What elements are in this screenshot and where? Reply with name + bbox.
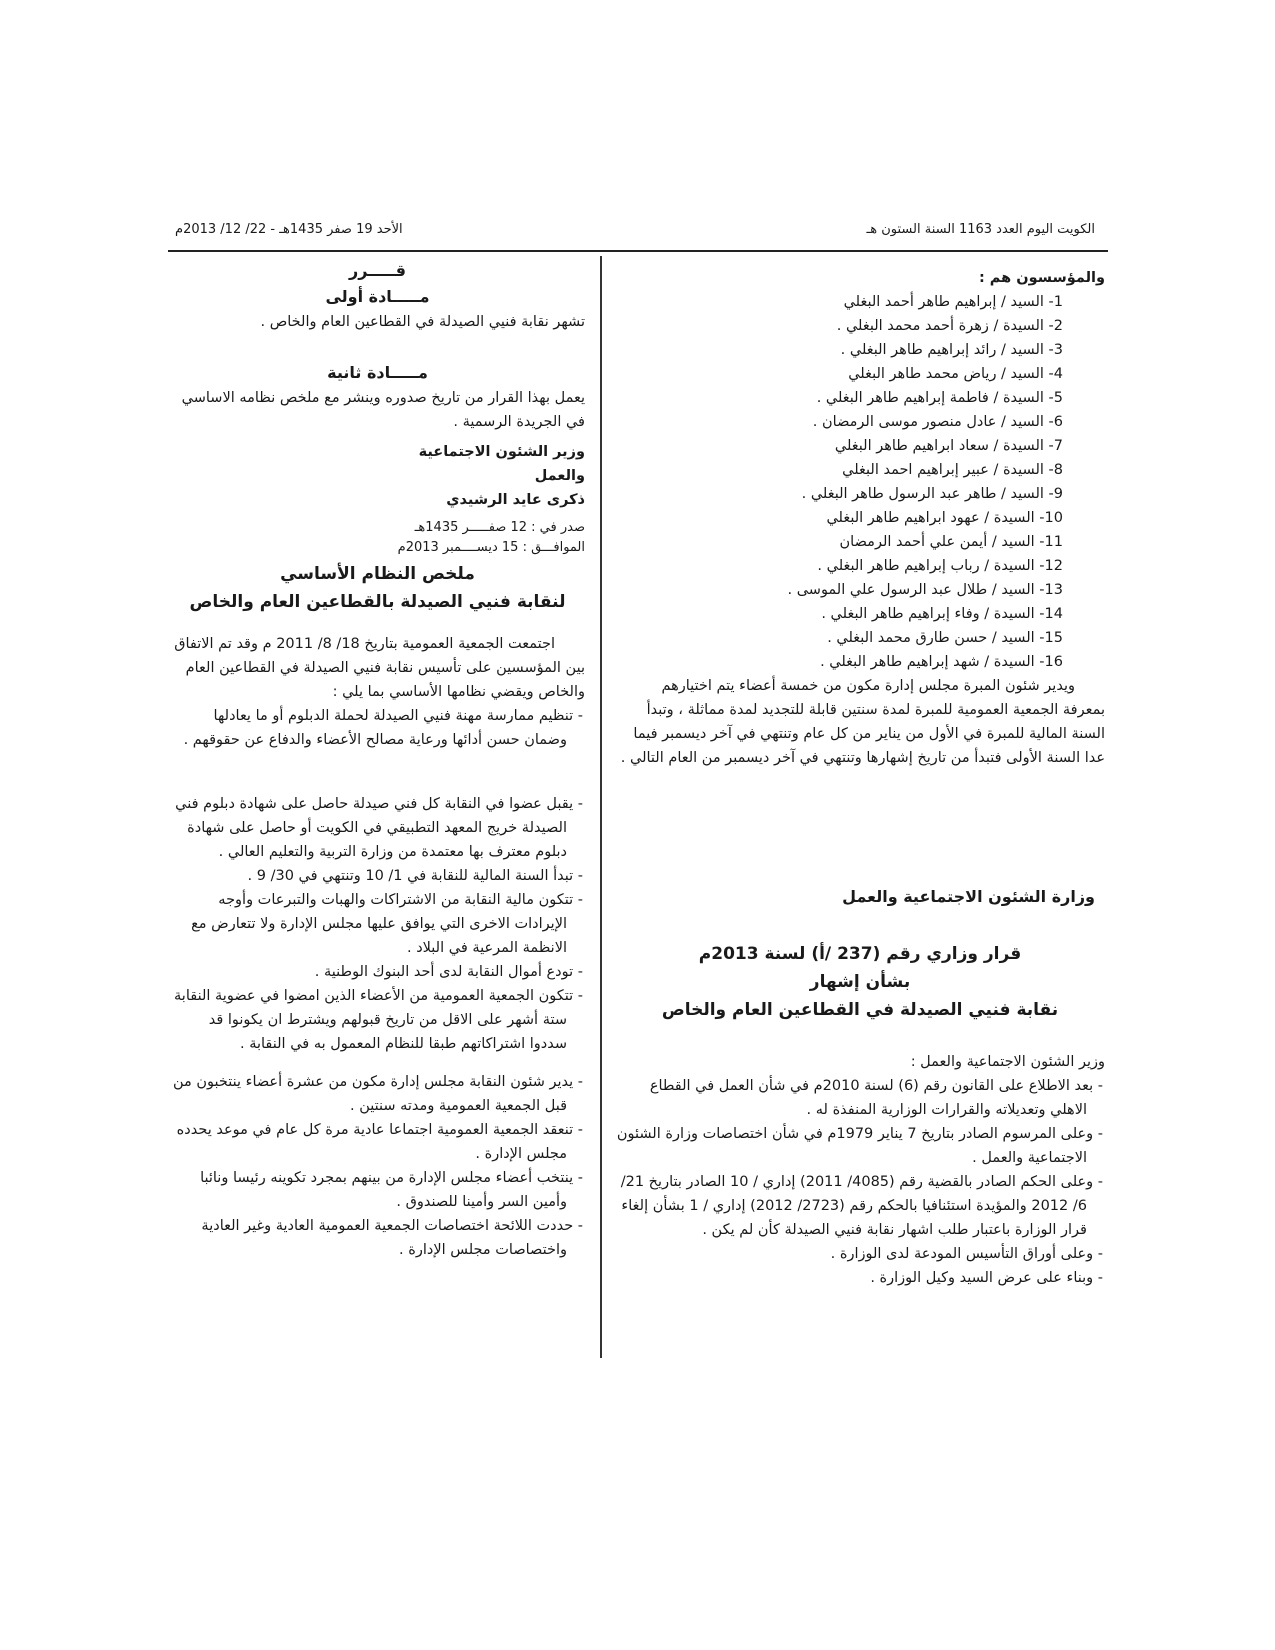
issue-date-gregorian: الموافـــق : 15 ديســــمبر 2013م bbox=[397, 540, 585, 555]
founder-item: 12- السيدة / رباب إبراهيم طاهر البغلي . bbox=[817, 558, 1063, 574]
header-rule bbox=[168, 250, 1108, 252]
founders-intro: والمؤسسون هم : bbox=[978, 270, 1105, 286]
founder-item: 6- السيد / عادل منصور موسى الرمضان . bbox=[812, 414, 1063, 430]
summary-item: - حددت اللائحة اختصاصات الجمعية العمومية العادية وغير العادية واختصاصات مجلس الإدارة . bbox=[201, 1218, 583, 1258]
minister-name: ذكرى عايد الرشيدي bbox=[446, 492, 585, 508]
summary-intro: اجتمعت الجمعية العمومية بتاريخ 18/ 8/ 2011 م وقد تم الاتفاق بين المؤسسين على تأسيس نقابة فنيي الصيدلة في القطاعين العام والخاص ويقضي نظامها الأساسي بما يلي : bbox=[174, 636, 585, 700]
ministerial-decision bbox=[615, 884, 1105, 1290]
decision-title: قرار وزاري رقم (237 /أ) لسنة 2013م bbox=[698, 944, 1022, 964]
decision-articles bbox=[170, 258, 585, 558]
summary-item: - تبدأ السنة المالية للنقابة في 1/ 10 وتنتهي في 30/ 9 . bbox=[247, 868, 583, 884]
summary-objective: - تنظيم ممارسة مهنة فنيي الصيدلة لحملة الدبلوم أو ما يعادلها وضمان حسن أدائها ورعاية مصالح الأعضاء والدفاع عن حقوقهم . bbox=[183, 708, 583, 748]
decision-subject: بشأن إشهار bbox=[809, 972, 911, 992]
header-issue-info: الكويت اليوم العدد 1163 السنة الستون هـ bbox=[866, 222, 1095, 237]
ministry-name: وزارة الشئون الاجتماعية والعمل bbox=[842, 887, 1095, 906]
issue-date-hijri: صدر في : 12 صفـــــر 1435هـ bbox=[414, 520, 585, 535]
summary-item: - ينتخب أعضاء مجلس الإدارة من بينهم بمجرد تكوينه رئيسا ونائبا وأمين السر وأمينا للصندوق . bbox=[200, 1170, 583, 1210]
founders-section bbox=[615, 266, 1105, 770]
founder-item: 16- السيدة / شهد إبراهيم طاهر البغلي . bbox=[820, 654, 1063, 670]
founder-item: 1- السيد / إبراهيم طاهر أحمد البغلي bbox=[843, 294, 1063, 310]
column-divider bbox=[600, 256, 602, 1358]
founder-item: 14- السيدة / وفاء إبراهيم طاهر البغلي . bbox=[821, 606, 1063, 622]
founder-item: 10- السيدة / عهود ابراهيم طاهر البغلي bbox=[826, 510, 1063, 526]
article-2-text: يعمل بهذا القرار من تاريخ صدوره وينشر مع ملخص نظامه الاساسي في الجريدة الرسمية . bbox=[181, 390, 585, 430]
summary-item: - يقبل عضوا في النقابة كل فني صيدلة حاصل على شهادة دبلوم فني الصيدلة خريج المعهد التطبيقي في الكويت أو حاصل على شهادة دبلوم معترف بها معتمدة من وزارة التربية والتعليم العالي . bbox=[175, 796, 583, 860]
founder-item: 5- السيدة / فاطمة إبراهيم طاهر البغلي . bbox=[816, 390, 1063, 406]
founder-item: 2- السيدة / زهرة أحمد محمد البغلي . bbox=[836, 318, 1063, 334]
decides-heading: قـــــرر bbox=[349, 261, 406, 280]
recital-item: - وعلى المرسوم الصادر بتاريخ 7 يناير 1979م في شأن اختصاصات وزارة الشئون الاجتماعية والعمل . bbox=[616, 1126, 1103, 1166]
summary-subtitle: لنقابة فنيي الصيدلة بالقطاعين العام والخاص bbox=[189, 592, 566, 612]
recital-item: - وعلى أوراق التأسيس المودعة لدى الوزارة . bbox=[830, 1246, 1103, 1262]
article-2-title: مـــــادة ثانية bbox=[327, 363, 428, 382]
recital-item: - وعلى الحكم الصادر بالقضية رقم (4085/ 2011) إداري / 10 الصادر بتاريخ 21/ 6/ 2012 والمؤيدة استئنافيا بالحكم رقم (2723/ 2012) إداري / 1 بشأن إلغاء قرار الوزارة باعتبار طلب اشهار نقابة فنيي الصيدلة كأن لم يكن . bbox=[620, 1174, 1103, 1238]
founder-item: 3- السيد / رائد إبراهيم طاهر البغلي . bbox=[840, 342, 1063, 358]
founder-item: 9- السيد / طاهر عبد الرسول طاهر البغلي . bbox=[801, 486, 1063, 502]
summary-item: - تنعقد الجمعية العمومية اجتماعا عادية مرة كل عام في موعد يحدده مجلس الإدارة . bbox=[176, 1122, 583, 1162]
recital-item: - وبناء على عرض السيد وكيل الوزارة . bbox=[870, 1270, 1103, 1286]
minister-title: وزير الشئون الاجتماعية والعمل bbox=[418, 444, 585, 484]
article-1-title: مـــــادة أولى bbox=[325, 287, 430, 306]
founder-item: 13- السيد / طلال عبد الرسول علي الموسى . bbox=[787, 582, 1063, 598]
article-1-text: تشهر نقابة فنيي الصيدلة في القطاعين العام والخاص . bbox=[260, 314, 585, 330]
founder-item: 15- السيد / حسن طارق محمد البغلي . bbox=[827, 630, 1063, 646]
header-date: الأحد 19 صفر 1435هـ - 22/ 12/ 2013م bbox=[175, 222, 403, 237]
founder-item: 7- السيدة / سعاد ابراهيم طاهر البغلي bbox=[834, 438, 1063, 454]
summary-title: ملخص النظام الأساسي bbox=[280, 564, 475, 584]
summary-item: - تتكون الجمعية العمومية من الأعضاء الذين امضوا في عضوية النقابة ستة أشهر على الاقل من تاريخ قبولهم ويشترط ان يكونوا قد سددوا اشتراكاتهم طبقا للنظام المعمول به في النقابة . bbox=[174, 988, 583, 1052]
summary-item: - تتكون مالية النقابة من الاشتراكات والهبات والتبرعات وأوجه الإيرادات الاخرى التي يوافق عليها مجلس الإدارة ولا تتعارض مع الانظمة المرعية في البلاد . bbox=[191, 892, 583, 956]
founders-list bbox=[615, 290, 1105, 674]
founder-item: 8- السيدة / عبير إبراهيم احمد البغلي bbox=[842, 462, 1063, 478]
bylaws-summary bbox=[170, 560, 585, 1262]
board-paragraph: ويدير شئون المبرة مجلس إدارة مكون من خمسة أعضاء يتم اختيارهم بمعرفة الجمعية العمومية للمبرة لمدة سنتين قابلة للتجديد لمدة مماثلة ، وتبدأ السنة المالية للمبرة في الأول من يناير من كل عام وتنتهي في آخر ديسمبر فيما عدا السنة الأولى فتبدأ من تاريخ إشهارها وتنتهي في آخر ديسمبر من العام التالي . bbox=[620, 678, 1105, 766]
minister-intro: وزير الشئون الاجتماعية والعمل : bbox=[910, 1054, 1105, 1070]
founder-item: 11- السيد / أيمن علي أحمد الرمضان bbox=[839, 534, 1063, 550]
recital-item: - بعد الاطلاع على القانون رقم (6) لسنة 2010م في شأن العمل في القطاع الاهلي وتعديلاته والقرارات الوزارية المنفذة له . bbox=[649, 1078, 1103, 1118]
founder-item: 4- السيد / رياض محمد طاهر البغلي bbox=[848, 366, 1063, 382]
summary-item: - يدير شئون النقابة مجلس إدارة مكون من عشرة أعضاء ينتخبون من قبل الجمعية العمومية ومدته سنتين . bbox=[172, 1074, 583, 1114]
decision-union-name: نقابة فنيي الصيدلة في القطاعين العام والخاص bbox=[661, 1000, 1059, 1020]
summary-item: - تودع أموال النقابة لدى أحد البنوك الوطنية . bbox=[314, 964, 583, 980]
